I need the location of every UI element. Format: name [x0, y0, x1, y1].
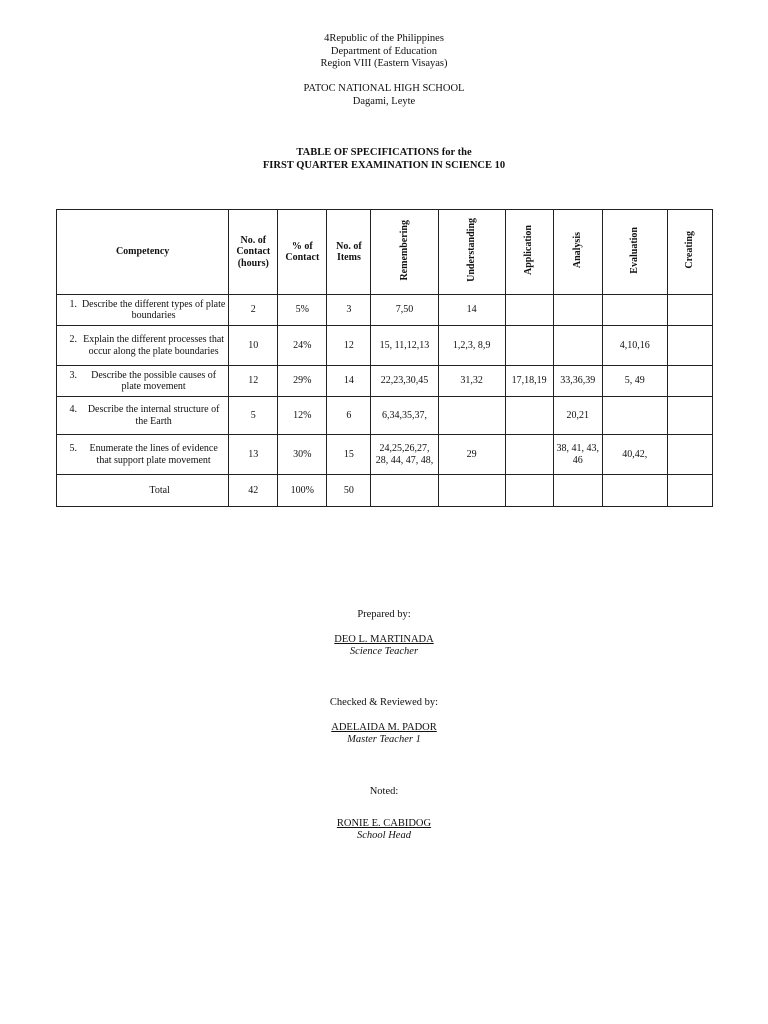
title-line-1: TABLE OF SPECIFICATIONS for the — [296, 147, 472, 158]
understanding-cell: 1,2,3, 8,9 — [438, 326, 505, 366]
republic-line: 4Republic of the Philippines — [324, 33, 444, 44]
empty-cell — [371, 475, 438, 507]
empty-cell — [667, 475, 712, 507]
reviewer-name: ADELAIDA M. PADOR — [331, 721, 437, 733]
percent-contact-cell: 12% — [278, 397, 327, 435]
empty-cell — [505, 475, 553, 507]
evaluation-cell: 40,42, — [602, 435, 667, 475]
empty-cell — [602, 475, 667, 507]
table-row — [57, 295, 713, 326]
evaluation-cell — [602, 397, 667, 435]
percent-contact-cell: 29% — [278, 366, 327, 397]
creating-cell — [667, 435, 712, 475]
percent-contact-cell: 24% — [278, 326, 327, 366]
creating-cell — [667, 326, 712, 366]
header-evaluation: Evaluation — [629, 226, 641, 274]
competency-number: 4. — [69, 404, 77, 415]
understanding-cell: 14 — [438, 295, 505, 326]
analysis-cell — [553, 326, 602, 366]
total-hours-cell: 42 — [229, 475, 278, 507]
school-header — [0, 83, 768, 108]
header-understanding-cell — [438, 210, 505, 295]
title-line-2: FIRST QUARTER EXAMINATION IN SCIENCE 10 — [262, 160, 506, 171]
remembering-cell: 7,50 — [371, 295, 438, 326]
document-title — [0, 146, 768, 172]
remembering-cell: 15, 11,12,13 — [371, 326, 438, 366]
specifications-table — [56, 209, 713, 507]
header-creating-cell — [667, 210, 712, 295]
evaluation-cell — [602, 295, 667, 326]
header-application: Application — [523, 225, 535, 276]
items-cell: 14 — [327, 366, 371, 397]
table-row — [57, 326, 713, 366]
application-cell — [505, 397, 553, 435]
region-line: Region VIII (Eastern Visayas) — [320, 58, 448, 69]
agency-header — [0, 33, 768, 71]
evaluation-cell: 4,10,16 — [602, 326, 667, 366]
evaluation-cell: 5, 49 — [602, 366, 667, 397]
empty-cell — [438, 475, 505, 507]
preparer-role: Science Teacher — [349, 646, 419, 657]
header-remembering: Remembering — [398, 219, 410, 281]
prepared-by-block — [0, 609, 768, 659]
contact-hours-cell: 5 — [229, 397, 278, 435]
competency-cell — [57, 435, 229, 475]
contact-hours-cell: 13 — [229, 435, 278, 475]
competency-number: 3. — [69, 369, 77, 381]
percent-contact-cell: 30% — [278, 435, 327, 475]
header-understanding: Understanding — [465, 218, 477, 283]
competency-cell — [57, 295, 229, 326]
competency-text: Describe the possible causes of plate movement — [91, 369, 217, 392]
noted-label: Noted: — [369, 786, 399, 797]
percent-contact-cell: 5% — [278, 295, 327, 326]
competency-number: 1. — [69, 298, 77, 310]
table-row — [57, 366, 713, 397]
header-evaluation-cell — [602, 210, 667, 295]
analysis-cell — [553, 295, 602, 326]
creating-cell — [667, 295, 712, 326]
application-cell — [505, 326, 553, 366]
preparer-name: DEO L. MARTINADA — [334, 633, 434, 645]
understanding-cell: 31,32 — [438, 366, 505, 397]
remembering-cell: 6,34,35,37, — [371, 397, 438, 435]
reviewer-role: Master Teacher 1 — [347, 734, 421, 745]
understanding-cell — [438, 397, 505, 435]
empty-cell — [553, 475, 602, 507]
total-items-cell: 50 — [327, 475, 371, 507]
checked-by-block — [0, 697, 768, 747]
checked-by-label: Checked & Reviewed by: — [329, 697, 439, 708]
application-cell — [505, 435, 553, 475]
competency-cell — [57, 326, 229, 366]
header-creating: Creating — [684, 231, 696, 270]
contact-hours-cell: 12 — [229, 366, 278, 397]
header-competency: Competency — [57, 210, 229, 295]
creating-cell — [667, 366, 712, 397]
competency-text: Describe the different types of plate boundaries — [81, 298, 226, 321]
header-remembering-cell — [371, 210, 438, 295]
competency-cell — [57, 397, 229, 435]
header-application-cell — [505, 210, 553, 295]
items-cell: 6 — [327, 397, 371, 435]
understanding-cell: 29 — [438, 435, 505, 475]
total-row — [57, 475, 713, 507]
table-row — [57, 397, 713, 435]
remembering-cell: 24,25,26,27, 28, 44, 47, 48, — [371, 435, 438, 475]
table-row — [57, 435, 713, 475]
items-cell: 3 — [327, 295, 371, 326]
items-cell: 15 — [327, 435, 371, 475]
competency-text: Enumerate the lines of evidence that support plate movement — [89, 443, 218, 466]
competency-text: Explain the different processes that occur along the plate boundaries — [83, 334, 225, 357]
school-name: PATOC NATIONAL HIGH SCHOOL — [303, 83, 465, 94]
competency-cell — [57, 366, 229, 397]
school-head-name: RONIE E. CABIDOG — [336, 817, 432, 829]
total-label: Total — [57, 475, 229, 507]
header-analysis-cell — [553, 210, 602, 295]
analysis-cell: 33,36,39 — [553, 366, 602, 397]
noted-by-block — [0, 786, 768, 843]
application-cell — [505, 295, 553, 326]
header-analysis: Analysis — [571, 232, 583, 269]
contact-hours-cell: 2 — [229, 295, 278, 326]
application-cell: 17,18,19 — [505, 366, 553, 397]
school-address: Dagami, Leyte — [352, 95, 416, 107]
analysis-cell: 20,21 — [553, 397, 602, 435]
items-cell: 12 — [327, 326, 371, 366]
competency-number: 5. — [69, 443, 77, 454]
school-head-role: School Head — [357, 830, 411, 841]
competency-text: Describe the internal structure of the Earth — [87, 404, 220, 427]
department-line: Department of Education — [330, 45, 438, 57]
remembering-cell: 22,23,30,45 — [371, 366, 438, 397]
header-percent-contact: % of Contact — [278, 210, 327, 295]
header-items: No. of Items — [327, 210, 371, 295]
creating-cell — [667, 397, 712, 435]
analysis-cell: 38, 41, 43, 46 — [553, 435, 602, 475]
header-contact-hours: No. of Contact (hours) — [229, 210, 278, 295]
contact-hours-cell: 10 — [229, 326, 278, 366]
prepared-by-label: Prepared by: — [357, 609, 411, 620]
total-percent-cell: 100% — [278, 475, 327, 507]
table-header-row — [57, 210, 713, 295]
competency-number: 2. — [69, 334, 77, 345]
